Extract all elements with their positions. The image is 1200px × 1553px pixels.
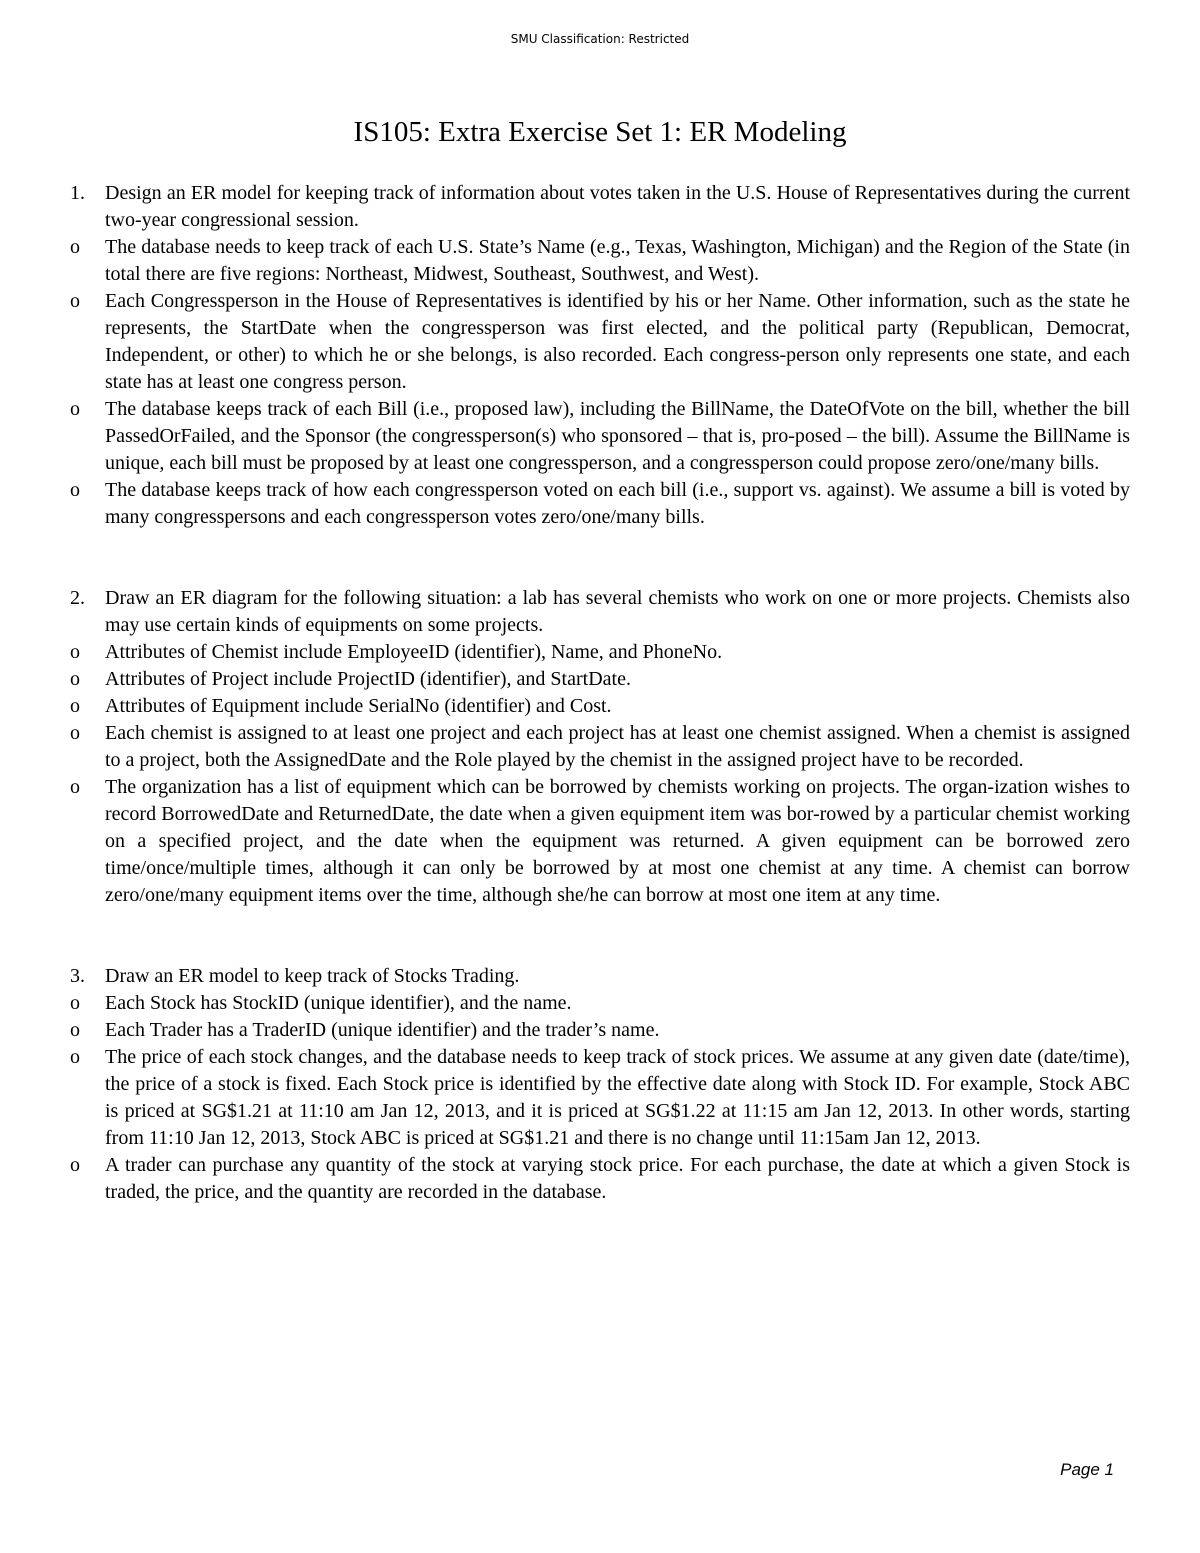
list-item-text: Attributes of Chemist include EmployeeID (identifier), Name, and PhoneNo.: [105, 641, 723, 663]
list-item-text: The price of each stock changes, and the database needs to keep track of stock prices. We assume at any given date (date/time), the price of a stock is fixed. Each Stock price is identified by the effective date along with Stock ID. For example, Stock ABC is priced at SG$1.21 at 11:10 am Jan 12, 2013, and it is priced at SG$1.22 at 11:15 am Jan 12, 2013. In other words, starting from 11:10 Jan 12, 2013, Stock ABC is priced at SG$1.21 and there is no change until 11:15am Jan 12, 2013.: [105, 1046, 1130, 1149]
bullet-marker: o: [70, 1046, 80, 1068]
list-item-text: The database keeps track of how each congressperson voted on each bill (i.e., support vs. against). We assume a bill is voted by many congresspersons and each congressperson votes zero/one/many bills.: [105, 479, 1130, 528]
bullet-marker: o: [70, 1019, 80, 1041]
list-marker: 1.: [70, 182, 85, 204]
list-item: [70, 585, 1130, 639]
exercise-2: [70, 585, 1130, 909]
exercise-content: [70, 180, 1130, 1206]
list-item-text: Each chemist is assigned to at least one project and each project has at least one chemist assigned. When a chemist is assigned to a project, both the AssignedDate and the Role played by the chemist in the assigned project have to be recorded.: [105, 722, 1130, 771]
list-item: [70, 180, 1130, 234]
list-item: [70, 1017, 1130, 1044]
classification-header: SMU Classification: Restricted: [510, 32, 690, 46]
list-item-text: Attributes of Project include ProjectID (identifier), and StartDate.: [105, 668, 631, 690]
bullet-marker: o: [70, 236, 80, 258]
section-spacer: [70, 531, 1130, 585]
list-item: [70, 774, 1130, 909]
list-item: [70, 990, 1130, 1017]
list-item-text: The database keeps track of each Bill (i.e., proposed law), including the BillName, the DateOfVote on the bill, whether the bill PassedOrFailed, and the Sponsor (the congressperson(s) who sponsored – that is, pro-posed – the bill). Assume the BillName is unique, each bill must be proposed by at least one congressperson, and a congressperson could propose zero/one/many bills.: [105, 398, 1130, 474]
bullet-marker: o: [70, 992, 80, 1014]
exercise-1: [70, 180, 1130, 531]
bullet-marker: o: [70, 641, 80, 663]
list-item: [70, 1152, 1130, 1206]
list-item-text: Each Congressperson in the House of Representatives is identified by his or her Name. Other information, such as the state he represents, the StartDate when the congressperson was first elected, and the political party (Republican, Democrat, Independent, or other) to which he or she belongs, is also recorded. Each congress-person only represents one state, and each state has at least one congress person.: [105, 290, 1130, 393]
page-number: Page 1: [1060, 1460, 1114, 1479]
list-item-text: The organization has a list of equipment which can be borrowed by chemists working on projects. The organ-ization wishes to record BorrowedDate and ReturnedDate, the date when a given equipment item was bor-rowed by a particular chemist working on a specified project, and the date when the equipment was returned. A given equipment can be borrowed zero time/once/multiple times, although it can only be borrowed by at most one chemist at any time. A chemist can borrow zero/one/many equipment items over the time, although she/he can borrow at most one item at any time.: [105, 776, 1130, 906]
page-title: IS105: Extra Exercise Set 1: ER Modeling: [353, 116, 847, 148]
bullet-marker: o: [70, 776, 80, 798]
list-marker: 2.: [70, 587, 85, 609]
list-item: [70, 963, 1130, 990]
list-item: [70, 477, 1130, 531]
exercise-3: [70, 963, 1130, 1206]
list-item: [70, 1044, 1130, 1152]
list-item-text: Design an ER model for keeping track of information about votes taken in the U.S. House of Representatives during the current two-year congressional session.: [105, 182, 1130, 231]
list-item-text: Draw an ER model to keep track of Stocks Trading.: [105, 965, 520, 987]
bullet-marker: o: [70, 398, 80, 420]
bullet-marker: o: [70, 1154, 80, 1176]
list-item-text: A trader can purchase any quantity of the stock at varying stock price. For each purchase, the date at which a given Stock is traded, the price, and the quantity are recorded in the database.: [105, 1154, 1130, 1203]
list-item: [70, 639, 1130, 666]
list-item: [70, 396, 1130, 477]
list-item: [70, 234, 1130, 288]
section-spacer: [70, 909, 1130, 963]
list-item: [70, 720, 1130, 774]
bullet-marker: o: [70, 722, 80, 744]
bullet-marker: o: [70, 479, 80, 501]
bullet-marker: o: [70, 290, 80, 312]
list-item: [70, 288, 1130, 396]
list-item-text: Each Stock has StockID (unique identifier), and the name.: [105, 992, 572, 1014]
list-item: [70, 666, 1130, 693]
list-item: [70, 693, 1130, 720]
list-marker: 3.: [70, 965, 85, 987]
list-item-text: Each Trader has a TraderID (unique identifier) and the trader’s name.: [105, 1019, 660, 1041]
list-item-text: The database needs to keep track of each U.S. State’s Name (e.g., Texas, Washington, Michigan) and the Region of the State (in total there are five regions: Northeast, Midwest, Southeast, Southwest, and West).: [105, 236, 1130, 285]
list-item-text: Draw an ER diagram for the following situation: a lab has several chemists who work on one or more projects. Chemists also may use certain kinds of equipments on some projects.: [105, 587, 1130, 636]
bullet-marker: o: [70, 668, 80, 690]
list-item-text: Attributes of Equipment include SerialNo (identifier) and Cost.: [105, 695, 612, 717]
bullet-marker: o: [70, 695, 80, 717]
